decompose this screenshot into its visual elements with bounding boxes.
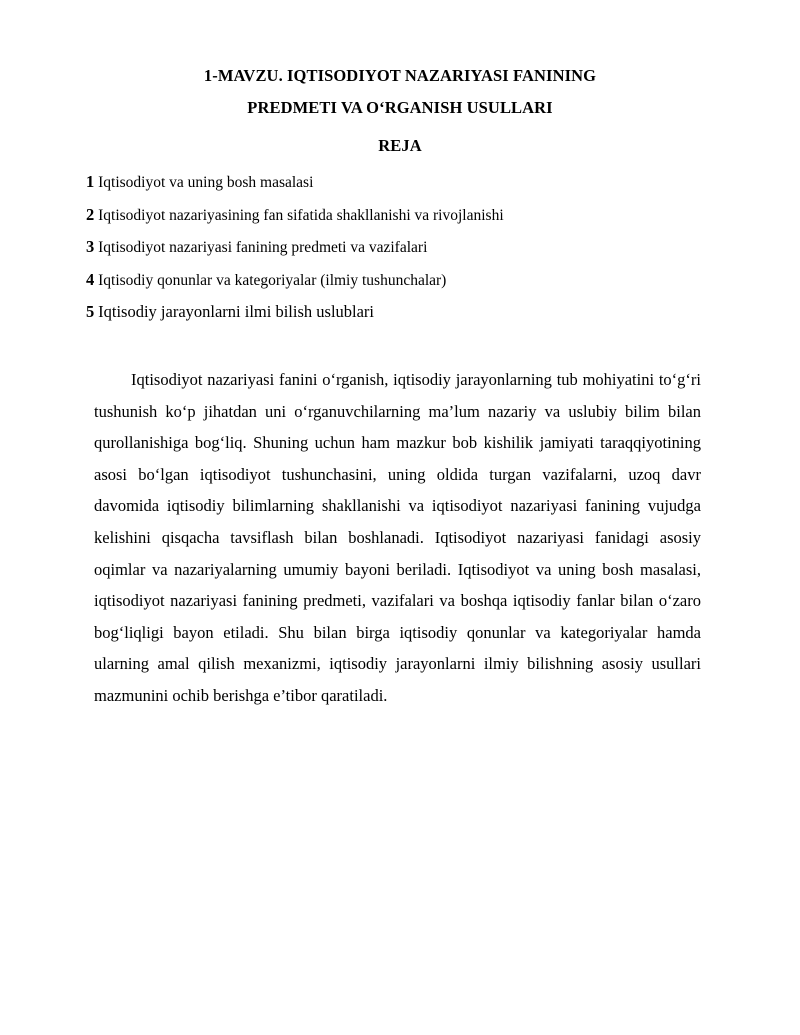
plan-item-text: Iqtisodiy jarayonlarni ilmi bilish uslublari: [98, 302, 375, 321]
plan-item-number: 3: [86, 237, 95, 256]
document-title-line-1: 1-MAVZU. IQTISODIYOT NAZARIYASI FANINING: [203, 66, 597, 85]
plan-item-text: Iqtisodiy qonunlar va kategoriyalar (ilmiy tushunchalar): [98, 271, 447, 289]
plan-item: [86, 270, 726, 303]
plan-item: [86, 172, 726, 205]
document-title-line-2: PREDMETI VA O‘RGANISH USULLARI: [247, 98, 553, 117]
plan-item-text: Iqtisodiyot nazariyasi fanining predmeti va vazifalari: [98, 239, 428, 256]
plan-item-text: Iqtisodiyot nazariyasining fan sifatida shakllanishi va rivojlanishi: [98, 206, 504, 224]
plan-item-number: 2: [86, 204, 95, 224]
plan-item: [86, 302, 726, 335]
plan-item-number: 1: [86, 172, 95, 191]
body-paragraph: Iqtisodiyot nazariyasi fanini o‘rganish, iqtisodiy jarayonlarning tub mohiyatini to‘g‘ri tushunish ko‘p jihatdan uni o‘rganuvchilarning ma’lum nazariy va uslubiy bilim bilan qurollanishiga bog‘liq. Shuning uchun ham mazkur bob kishilik jamiyati taraqqiyotining asosi bo‘lgan iqtisodiyot tushunchasini, uning oldida turgan vazifalarni, uzoq davr davomida iqtisodiy bilimlarning shakllanishi va iqtisodiyot nazariyasi fanining vujudga kelishini qisqacha tavsiflash bilan boshlanadi. Iqtisodiyot nazariyasi fanidagi asosiy oqimlar va nazariyalarning umumiy bayoni beriladi. Iqtisodiyot va uning bosh masalasi, iqtisodiyot nazariyasi fanining predmeti, vazifalari va boshqa iqtisodiy fanlar bilan o‘zaro bog‘liqligi bayon etiladi. Shu bilan birga iqtisodiy qonunlar va kategoriyalar hamda ularning amal qilish mexanizmi, iqtisodiy jarayonlarni ilmiy bilishning asosiy usullari mazmunini ochib berishga e’tibor qaratiladi.: [94, 370, 701, 705]
plan-list: [86, 172, 726, 335]
plan-item-text: Iqtisodiyot va uning bosh masalasi: [98, 174, 314, 191]
plan-item: [86, 237, 726, 270]
plan-item-number: 5: [86, 302, 95, 321]
plan-item-number: 4: [86, 269, 95, 289]
plan-heading: REJA: [378, 136, 422, 155]
plan-item: [86, 205, 726, 238]
